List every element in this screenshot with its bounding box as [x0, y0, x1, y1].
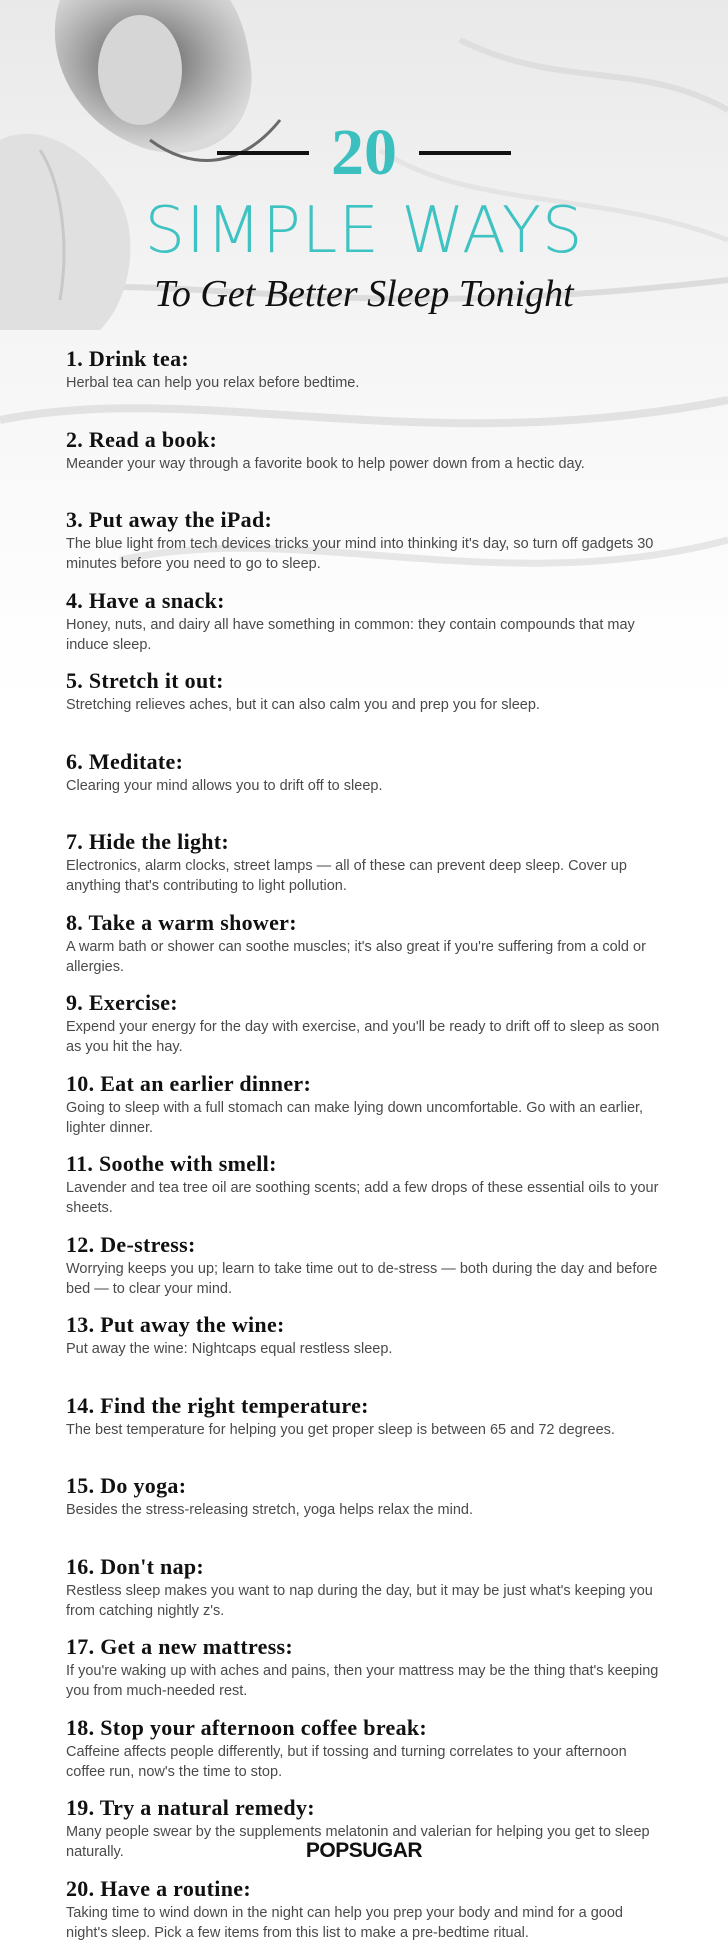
tips-list: [66, 346, 666, 1956]
tip-title: 8. Take a warm shower:: [66, 910, 666, 936]
right-rule: [419, 151, 511, 155]
left-rule: [217, 151, 309, 155]
tip-item: [66, 427, 666, 508]
tip-title: 19. Try a natural remedy:: [66, 1795, 666, 1821]
tip-body: Herbal tea can help you relax before bedtime.: [66, 373, 666, 393]
tip-body: Stretching relieves aches, but it can also calm you and prep you for sleep.: [66, 695, 666, 715]
tip-item: [66, 346, 666, 427]
tip-title: 13. Put away the wine:: [66, 1312, 666, 1338]
subtitle: To Get Better Sleep Tonight: [0, 272, 728, 316]
tip-title: 2. Read a book:: [66, 427, 666, 453]
title-block: [0, 118, 728, 316]
tip-title: 18. Stop your afternoon coffee break:: [66, 1715, 666, 1741]
tip-body: A warm bath or shower can soothe muscles; it's also great if you're suffering from a cold or allergies.: [66, 937, 666, 977]
popsugar-logo: POPSUGAR: [0, 1839, 728, 1863]
tip-title: 1. Drink tea:: [66, 346, 666, 372]
tip-title: 20. Have a routine:: [66, 1876, 666, 1902]
tip-item: [66, 668, 666, 749]
tip-item: [66, 1795, 666, 1876]
tip-item: [66, 1071, 666, 1152]
tip-item: [66, 1876, 666, 1956]
tip-item: [66, 1473, 666, 1554]
tip-item: [66, 588, 666, 669]
tip-body: The blue light from tech devices tricks your mind into thinking it's day, so turn off gadgets 30 minutes before you need to go to sleep.: [66, 534, 666, 574]
tip-item: [66, 1715, 666, 1796]
headline: SIMPLE WAYS: [0, 192, 728, 270]
tip-title: 17. Get a new mattress:: [66, 1634, 666, 1660]
tip-body: Many people swear by the supplements melatonin and valerian for helping you get to sleep naturally.: [66, 1822, 666, 1862]
tip-body: Put away the wine: Nightcaps equal restless sleep.: [66, 1339, 666, 1359]
tip-body: Going to sleep with a full stomach can make lying down uncomfortable. Go with an earlier, lighter dinner.: [66, 1098, 666, 1138]
tip-item: [66, 990, 666, 1071]
tip-title: 4. Have a snack:: [66, 588, 666, 614]
tip-body: Lavender and tea tree oil are soothing scents; add a few drops of these essential oils to your sheets.: [66, 1178, 666, 1218]
tip-item: [66, 829, 666, 910]
tip-body: Worrying keeps you up; learn to take time out to de-stress — both during the day and before bed — to clear your mind.: [66, 1259, 666, 1299]
tip-body: If you're waking up with aches and pains, then your mattress may be the thing that's keeping you from much-needed rest.: [66, 1661, 666, 1701]
tip-item: [66, 1151, 666, 1232]
tip-item: [66, 1312, 666, 1393]
tip-title: 16. Don't nap:: [66, 1554, 666, 1580]
tip-body: Meander your way through a favorite book to help power down from a hectic day.: [66, 454, 666, 474]
tip-title: 3. Put away the iPad:: [66, 507, 666, 533]
tip-item: [66, 1232, 666, 1313]
tip-body: Restless sleep makes you want to nap during the day, but it may be just what's keeping you from catching nightly z's.: [66, 1581, 666, 1621]
tip-body: Electronics, alarm clocks, street lamps — all of these can prevent deep sleep. Cover up anything that's contributing to light pollution.: [66, 856, 666, 896]
tip-body: Taking time to wind down in the night can help you prep your body and mind for a good night's sleep. Pick a few items from this list to make a pre-bedtime ritual.: [66, 1903, 666, 1943]
tip-title: 15. Do yoga:: [66, 1473, 666, 1499]
tip-title: 5. Stretch it out:: [66, 668, 666, 694]
tip-title: 11. Soothe with smell:: [66, 1151, 666, 1177]
tip-item: [66, 507, 666, 588]
tip-title: 7. Hide the light:: [66, 829, 666, 855]
tip-title: 14. Find the right temperature:: [66, 1393, 666, 1419]
tip-body: Clearing your mind allows you to drift off to sleep.: [66, 776, 666, 796]
tip-title: 6. Meditate:: [66, 749, 666, 775]
tip-title: 10. Eat an earlier dinner:: [66, 1071, 666, 1097]
tip-body: The best temperature for helping you get proper sleep is between 65 and 72 degrees.: [66, 1420, 666, 1440]
tip-body: Expend your energy for the day with exercise, and you'll be ready to drift off to sleep as soon as you hit the hay.: [66, 1017, 666, 1057]
tip-body: Caffeine affects people differently, but if tossing and turning correlates to your afternoon coffee run, now's the time to stop.: [66, 1742, 666, 1782]
tip-body: Besides the stress-releasing stretch, yoga helps relax the mind.: [66, 1500, 666, 1520]
tip-title: 9. Exercise:: [66, 990, 666, 1016]
tip-item: [66, 1634, 666, 1715]
tip-title: 12. De-stress:: [66, 1232, 666, 1258]
tip-item: [66, 910, 666, 991]
headline-number: 20: [331, 118, 397, 188]
tip-body: Honey, nuts, and dairy all have something in common: they contain compounds that may induce sleep.: [66, 615, 666, 655]
tip-item: [66, 1393, 666, 1474]
tip-item: [66, 1554, 666, 1635]
number-row: [0, 118, 728, 188]
tip-item: [66, 749, 666, 830]
